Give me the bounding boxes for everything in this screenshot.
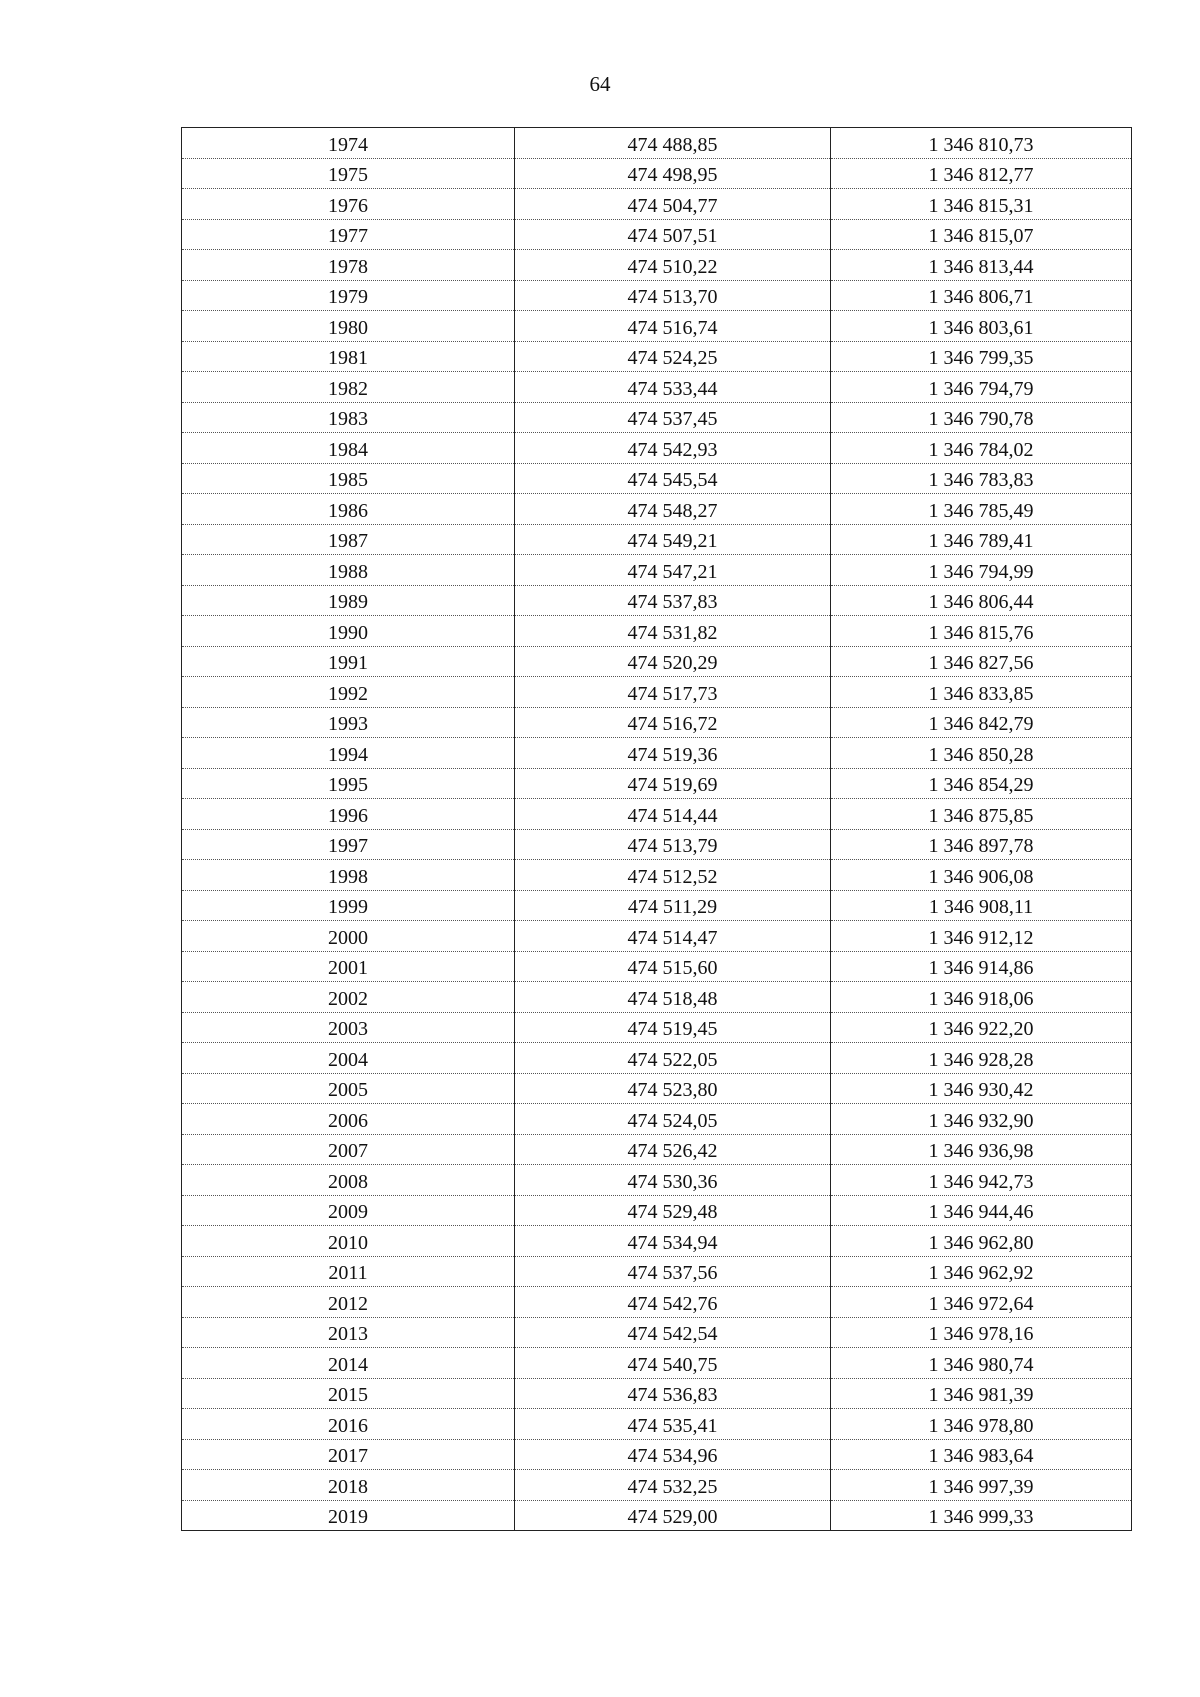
x-coordinate-cell: 474 512,52 bbox=[515, 860, 831, 891]
y-coordinate-cell: 1 346 906,08 bbox=[831, 860, 1132, 891]
table-row bbox=[182, 707, 1132, 738]
year-cell: 1979 bbox=[182, 280, 515, 311]
year-cell: 1985 bbox=[182, 463, 515, 494]
table-row bbox=[182, 219, 1132, 250]
x-coordinate-cell: 474 498,95 bbox=[515, 158, 831, 189]
year-cell: 1980 bbox=[182, 311, 515, 342]
x-coordinate-cell: 474 523,80 bbox=[515, 1073, 831, 1104]
x-coordinate-cell: 474 542,93 bbox=[515, 433, 831, 464]
year-cell: 1988 bbox=[182, 555, 515, 586]
table-row bbox=[182, 951, 1132, 982]
table-row bbox=[182, 1439, 1132, 1470]
table-row bbox=[182, 616, 1132, 647]
y-coordinate-cell: 1 346 981,39 bbox=[831, 1378, 1132, 1409]
year-cell: 1996 bbox=[182, 799, 515, 830]
y-coordinate-cell: 1 346 936,98 bbox=[831, 1134, 1132, 1165]
x-coordinate-cell: 474 516,74 bbox=[515, 311, 831, 342]
x-coordinate-cell: 474 522,05 bbox=[515, 1043, 831, 1074]
table-row bbox=[182, 982, 1132, 1013]
table-row bbox=[182, 1012, 1132, 1043]
y-coordinate-cell: 1 346 978,16 bbox=[831, 1317, 1132, 1348]
x-coordinate-cell: 474 537,56 bbox=[515, 1256, 831, 1287]
year-cell: 1977 bbox=[182, 219, 515, 250]
year-cell: 1999 bbox=[182, 890, 515, 921]
table-row bbox=[182, 1195, 1132, 1226]
year-cell: 1983 bbox=[182, 402, 515, 433]
year-cell: 1992 bbox=[182, 677, 515, 708]
year-cell: 1975 bbox=[182, 158, 515, 189]
x-coordinate-cell: 474 514,44 bbox=[515, 799, 831, 830]
x-coordinate-cell: 474 524,05 bbox=[515, 1104, 831, 1135]
year-cell: 2008 bbox=[182, 1165, 515, 1196]
table-row bbox=[182, 860, 1132, 891]
y-coordinate-cell: 1 346 897,78 bbox=[831, 829, 1132, 860]
y-coordinate-cell: 1 346 928,28 bbox=[831, 1043, 1132, 1074]
year-cell: 2000 bbox=[182, 921, 515, 952]
x-coordinate-cell: 474 536,83 bbox=[515, 1378, 831, 1409]
y-coordinate-cell: 1 346 912,12 bbox=[831, 921, 1132, 952]
year-cell: 2015 bbox=[182, 1378, 515, 1409]
table-row bbox=[182, 494, 1132, 525]
x-coordinate-cell: 474 549,21 bbox=[515, 524, 831, 555]
x-coordinate-cell: 474 547,21 bbox=[515, 555, 831, 586]
x-coordinate-cell: 474 529,00 bbox=[515, 1500, 831, 1531]
y-coordinate-cell: 1 346 972,64 bbox=[831, 1287, 1132, 1318]
table-row bbox=[182, 1134, 1132, 1165]
year-cell: 2002 bbox=[182, 982, 515, 1013]
x-coordinate-cell: 474 534,96 bbox=[515, 1439, 831, 1470]
table-row bbox=[182, 799, 1132, 830]
y-coordinate-cell: 1 346 789,41 bbox=[831, 524, 1132, 555]
y-coordinate-cell: 1 346 978,80 bbox=[831, 1409, 1132, 1440]
x-coordinate-cell: 474 532,25 bbox=[515, 1470, 831, 1501]
table-row bbox=[182, 677, 1132, 708]
year-cell: 1976 bbox=[182, 189, 515, 220]
table-row bbox=[182, 921, 1132, 952]
y-coordinate-cell: 1 346 806,44 bbox=[831, 585, 1132, 616]
x-coordinate-cell: 474 526,42 bbox=[515, 1134, 831, 1165]
y-coordinate-cell: 1 346 997,39 bbox=[831, 1470, 1132, 1501]
x-coordinate-cell: 474 524,25 bbox=[515, 341, 831, 372]
y-coordinate-cell: 1 346 962,80 bbox=[831, 1226, 1132, 1257]
table-row bbox=[182, 341, 1132, 372]
table-row bbox=[182, 280, 1132, 311]
y-coordinate-cell: 1 346 815,31 bbox=[831, 189, 1132, 220]
coordinate-table-body bbox=[182, 128, 1132, 1531]
y-coordinate-cell: 1 346 785,49 bbox=[831, 494, 1132, 525]
table-row bbox=[182, 1348, 1132, 1379]
y-coordinate-cell: 1 346 875,85 bbox=[831, 799, 1132, 830]
year-cell: 2019 bbox=[182, 1500, 515, 1531]
x-coordinate-cell: 474 520,29 bbox=[515, 646, 831, 677]
y-coordinate-cell: 1 346 962,92 bbox=[831, 1256, 1132, 1287]
year-cell: 1995 bbox=[182, 768, 515, 799]
year-cell: 2010 bbox=[182, 1226, 515, 1257]
year-cell: 1994 bbox=[182, 738, 515, 769]
x-coordinate-cell: 474 513,79 bbox=[515, 829, 831, 860]
x-coordinate-cell: 474 488,85 bbox=[515, 128, 831, 159]
year-cell: 1984 bbox=[182, 433, 515, 464]
y-coordinate-cell: 1 346 813,44 bbox=[831, 250, 1132, 281]
page-number: 64 bbox=[589, 72, 611, 96]
year-cell: 2003 bbox=[182, 1012, 515, 1043]
table-row bbox=[182, 1073, 1132, 1104]
year-cell: 1978 bbox=[182, 250, 515, 281]
table-row bbox=[182, 372, 1132, 403]
year-cell: 2016 bbox=[182, 1409, 515, 1440]
y-coordinate-cell: 1 346 815,76 bbox=[831, 616, 1132, 647]
x-coordinate-cell: 474 516,72 bbox=[515, 707, 831, 738]
table-row bbox=[182, 646, 1132, 677]
table-row bbox=[182, 555, 1132, 586]
year-cell: 2017 bbox=[182, 1439, 515, 1470]
y-coordinate-cell: 1 346 783,83 bbox=[831, 463, 1132, 494]
y-coordinate-cell: 1 346 833,85 bbox=[831, 677, 1132, 708]
year-cell: 2014 bbox=[182, 1348, 515, 1379]
y-coordinate-cell: 1 346 810,73 bbox=[831, 128, 1132, 159]
x-coordinate-cell: 474 519,45 bbox=[515, 1012, 831, 1043]
x-coordinate-cell: 474 514,47 bbox=[515, 921, 831, 952]
y-coordinate-cell: 1 346 908,11 bbox=[831, 890, 1132, 921]
y-coordinate-cell: 1 346 812,77 bbox=[831, 158, 1132, 189]
table-row bbox=[182, 433, 1132, 464]
x-coordinate-cell: 474 533,44 bbox=[515, 372, 831, 403]
y-coordinate-cell: 1 346 794,79 bbox=[831, 372, 1132, 403]
table-row bbox=[182, 1409, 1132, 1440]
table-row bbox=[182, 1317, 1132, 1348]
table-row bbox=[182, 524, 1132, 555]
x-coordinate-cell: 474 519,69 bbox=[515, 768, 831, 799]
y-coordinate-cell: 1 346 918,06 bbox=[831, 982, 1132, 1013]
year-cell: 2007 bbox=[182, 1134, 515, 1165]
y-coordinate-cell: 1 346 827,56 bbox=[831, 646, 1132, 677]
y-coordinate-cell: 1 346 799,35 bbox=[831, 341, 1132, 372]
y-coordinate-cell: 1 346 922,20 bbox=[831, 1012, 1132, 1043]
x-coordinate-cell: 474 519,36 bbox=[515, 738, 831, 769]
y-coordinate-cell: 1 346 944,46 bbox=[831, 1195, 1132, 1226]
table-row bbox=[182, 1165, 1132, 1196]
x-coordinate-cell: 474 515,60 bbox=[515, 951, 831, 982]
year-cell: 2012 bbox=[182, 1287, 515, 1318]
x-coordinate-cell: 474 542,54 bbox=[515, 1317, 831, 1348]
table-row bbox=[182, 768, 1132, 799]
x-coordinate-cell: 474 529,48 bbox=[515, 1195, 831, 1226]
year-cell: 1987 bbox=[182, 524, 515, 555]
y-coordinate-cell: 1 346 980,74 bbox=[831, 1348, 1132, 1379]
y-coordinate-cell: 1 346 942,73 bbox=[831, 1165, 1132, 1196]
table-row bbox=[182, 1287, 1132, 1318]
y-coordinate-cell: 1 346 854,29 bbox=[831, 768, 1132, 799]
x-coordinate-cell: 474 542,76 bbox=[515, 1287, 831, 1318]
table-row bbox=[182, 1043, 1132, 1074]
x-coordinate-cell: 474 504,77 bbox=[515, 189, 831, 220]
year-cell: 1982 bbox=[182, 372, 515, 403]
coordinate-table bbox=[181, 127, 1132, 1531]
year-cell: 1986 bbox=[182, 494, 515, 525]
year-cell: 1974 bbox=[182, 128, 515, 159]
year-cell: 2001 bbox=[182, 951, 515, 982]
x-coordinate-cell: 474 510,22 bbox=[515, 250, 831, 281]
year-cell: 2004 bbox=[182, 1043, 515, 1074]
year-cell: 2006 bbox=[182, 1104, 515, 1135]
y-coordinate-cell: 1 346 815,07 bbox=[831, 219, 1132, 250]
x-coordinate-cell: 474 545,54 bbox=[515, 463, 831, 494]
table-row bbox=[182, 189, 1132, 220]
x-coordinate-cell: 474 511,29 bbox=[515, 890, 831, 921]
y-coordinate-cell: 1 346 999,33 bbox=[831, 1500, 1132, 1531]
y-coordinate-cell: 1 346 803,61 bbox=[831, 311, 1132, 342]
x-coordinate-cell: 474 537,83 bbox=[515, 585, 831, 616]
table-row bbox=[182, 890, 1132, 921]
year-cell: 1991 bbox=[182, 646, 515, 677]
year-cell: 1993 bbox=[182, 707, 515, 738]
year-cell: 2005 bbox=[182, 1073, 515, 1104]
y-coordinate-cell: 1 346 850,28 bbox=[831, 738, 1132, 769]
year-cell: 2013 bbox=[182, 1317, 515, 1348]
x-coordinate-cell: 474 518,48 bbox=[515, 982, 831, 1013]
table-row bbox=[182, 311, 1132, 342]
table-row bbox=[182, 1470, 1132, 1501]
y-coordinate-cell: 1 346 914,86 bbox=[831, 951, 1132, 982]
y-coordinate-cell: 1 346 806,71 bbox=[831, 280, 1132, 311]
x-coordinate-cell: 474 535,41 bbox=[515, 1409, 831, 1440]
y-coordinate-cell: 1 346 983,64 bbox=[831, 1439, 1132, 1470]
y-coordinate-cell: 1 346 930,42 bbox=[831, 1073, 1132, 1104]
table-row bbox=[182, 1256, 1132, 1287]
table-row bbox=[182, 158, 1132, 189]
x-coordinate-cell: 474 531,82 bbox=[515, 616, 831, 647]
y-coordinate-cell: 1 346 842,79 bbox=[831, 707, 1132, 738]
year-cell: 1998 bbox=[182, 860, 515, 891]
year-cell: 1997 bbox=[182, 829, 515, 860]
year-cell: 2018 bbox=[182, 1470, 515, 1501]
table-row bbox=[182, 250, 1132, 281]
table-row bbox=[182, 1500, 1132, 1531]
table-row bbox=[182, 829, 1132, 860]
year-cell: 1990 bbox=[182, 616, 515, 647]
year-cell: 2009 bbox=[182, 1195, 515, 1226]
table-row bbox=[182, 402, 1132, 433]
x-coordinate-cell: 474 540,75 bbox=[515, 1348, 831, 1379]
year-cell: 2011 bbox=[182, 1256, 515, 1287]
y-coordinate-cell: 1 346 790,78 bbox=[831, 402, 1132, 433]
y-coordinate-cell: 1 346 932,90 bbox=[831, 1104, 1132, 1135]
table-row bbox=[182, 1104, 1132, 1135]
y-coordinate-cell: 1 346 794,99 bbox=[831, 555, 1132, 586]
x-coordinate-cell: 474 537,45 bbox=[515, 402, 831, 433]
x-coordinate-cell: 474 517,73 bbox=[515, 677, 831, 708]
table-row bbox=[182, 738, 1132, 769]
x-coordinate-cell: 474 530,36 bbox=[515, 1165, 831, 1196]
table-row bbox=[182, 128, 1132, 159]
x-coordinate-cell: 474 513,70 bbox=[515, 280, 831, 311]
y-coordinate-cell: 1 346 784,02 bbox=[831, 433, 1132, 464]
table-row bbox=[182, 585, 1132, 616]
year-cell: 1981 bbox=[182, 341, 515, 372]
x-coordinate-cell: 474 548,27 bbox=[515, 494, 831, 525]
table-row bbox=[182, 1226, 1132, 1257]
year-cell: 1989 bbox=[182, 585, 515, 616]
table-row bbox=[182, 1378, 1132, 1409]
x-coordinate-cell: 474 507,51 bbox=[515, 219, 831, 250]
x-coordinate-cell: 474 534,94 bbox=[515, 1226, 831, 1257]
table-row bbox=[182, 463, 1132, 494]
